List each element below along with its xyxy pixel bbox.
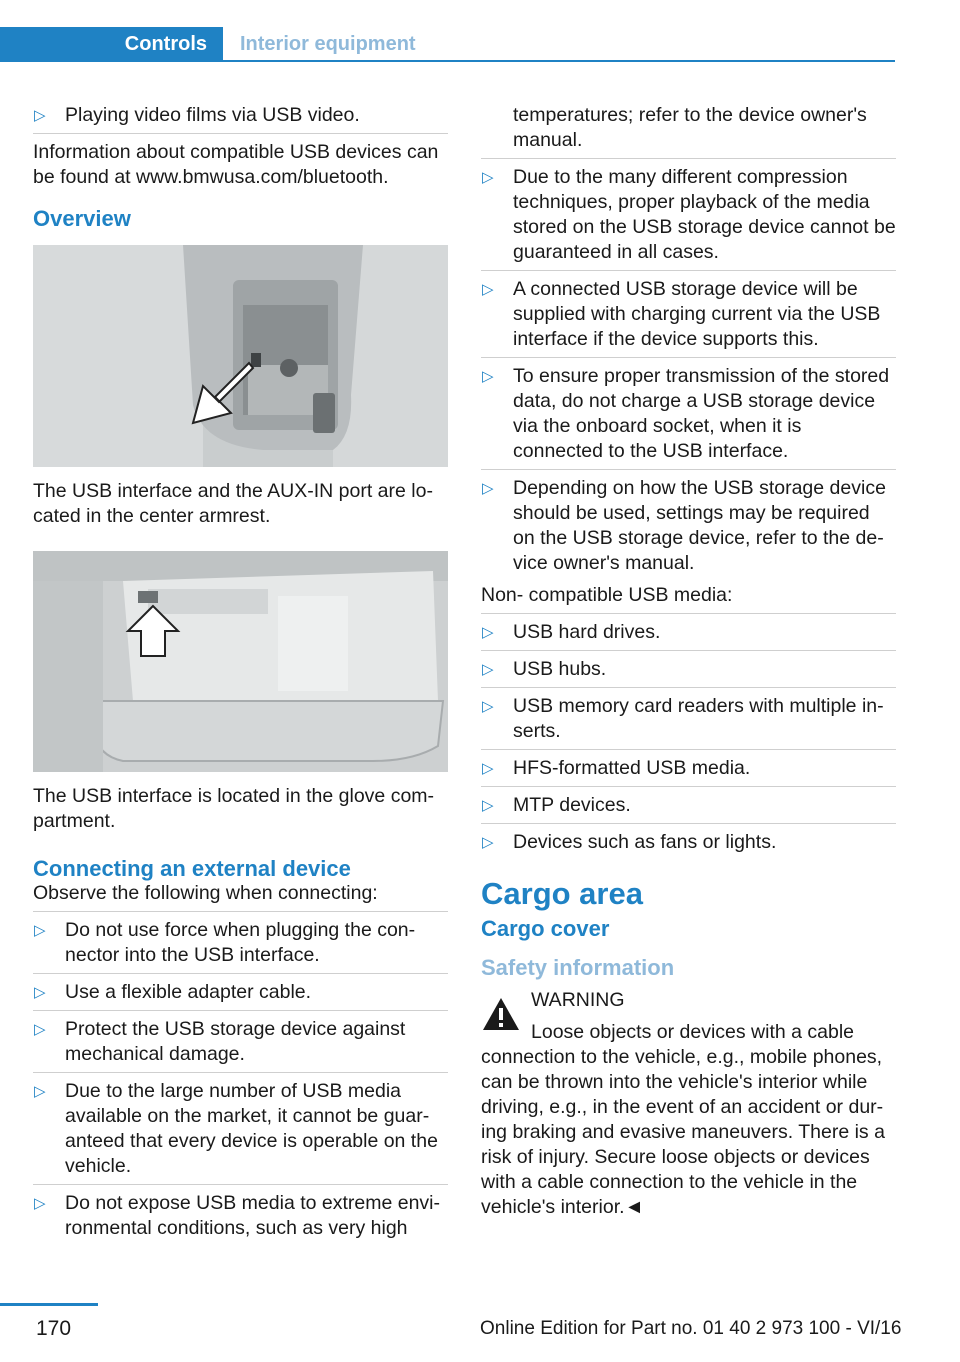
warning-text: Loose objects or devices with a cable connection to the vehicle, e.g., mobile phones, can be thrown into the vehicle's interior while driving, e.g., in the event of an accident or dur- ing braking and evasive maneuvers. There is a risk of injury. Secure loose objects or devices with a cable connection to the vehicle in the vehicle's interior.◄ (481, 1021, 885, 1218)
triangle-right-icon: ▷ (482, 698, 494, 715)
list-item: ▷ Depending on how the USB storage device should be used, settings may be required on the USB storage device, refer to the de- vice owner's manual. (482, 477, 886, 574)
list-item: ▷ HFS-formatted USB media. (482, 757, 751, 779)
overview-heading: Overview (33, 206, 131, 231)
triangle-right-icon: ▷ (482, 797, 494, 814)
list-item: ▷ To ensure proper transmission of the stored data, do not charge a USB storage device via the onboard socket, when it is connected to the USB interface. (482, 365, 890, 462)
divider (33, 1072, 448, 1073)
warning-title: WARNING (531, 989, 625, 1011)
info-text: Information about compatible USB devices can be found at www.bmwusa.com/bluetooth. (33, 141, 439, 188)
list-item: ▷ USB hubs. (482, 658, 607, 680)
glove-compartment-photo (33, 551, 448, 772)
triangle-right-icon: ▷ (482, 281, 494, 298)
list-item: ▷ Due to the many different compression techniques, proper playback of the media stored on the USB storage device cannot be guaranteed in all cases. (482, 166, 896, 263)
triangle-right-icon: ▷ (482, 624, 494, 641)
list-item: ▷ Do not expose USB media to extreme envi- ronmental conditions, such as very high (34, 1192, 441, 1239)
header-rule (0, 60, 895, 62)
triangle-right-icon: ▷ (34, 1083, 46, 1100)
edition-footer: Online Edition for Part no. 01 40 2 973 100 - VI/16 (480, 1318, 902, 1339)
triangle-right-icon: ▷ (482, 760, 494, 777)
triangle-right-icon: ▷ (482, 834, 494, 851)
divider (481, 749, 896, 750)
connect-intro: Observe the following when connecting: (33, 882, 378, 904)
list-item: ▷ USB hard drives. (482, 621, 661, 643)
list-item: ▷ Do not use force when plugging the con- nector into the USB interface. (34, 919, 416, 966)
list-item: ▷ Protect the USB storage device against mechanical damage. (34, 1018, 406, 1065)
list-item: ▷ Playing video films via USB video. (34, 104, 360, 126)
noncompat-intro: Non- compatible USB media: (481, 584, 733, 606)
divider (481, 613, 896, 614)
divider (481, 357, 896, 358)
warning-block (481, 988, 896, 1220)
divider (481, 687, 896, 688)
right-column (481, 103, 896, 1227)
triangle-right-icon: ▷ (34, 922, 46, 939)
divider (481, 270, 896, 271)
list-item: ▷ USB memory card readers with multiple in- serts. (482, 695, 884, 742)
list-item: ▷ Use a flexible adapter cable. (34, 981, 312, 1003)
list-item: ▷ A connected USB storage device will be supplied with charging current via the USB interface if the device supports this. (482, 278, 881, 350)
page-number: 170 (36, 1317, 72, 1340)
divider (33, 1010, 448, 1011)
left-column (33, 103, 448, 1248)
divider (33, 1184, 448, 1185)
continued-text: temperatures; refer to the device owner's manual. (513, 104, 867, 151)
center-armrest-photo (33, 245, 448, 467)
list-item: ▷ MTP devices. (482, 794, 631, 816)
triangle-right-icon: ▷ (34, 1195, 46, 1212)
warning-triangle-icon (481, 996, 521, 1032)
header-subsection: Interior equipment (240, 33, 416, 55)
divider (481, 158, 896, 159)
connect-heading: Connecting an external device (33, 856, 351, 881)
cargo-cover-heading: Cargo cover (481, 916, 610, 941)
divider (33, 911, 448, 912)
triangle-right-icon: ▷ (482, 661, 494, 678)
divider (481, 650, 896, 651)
divider (33, 973, 448, 974)
cargo-area-heading: Cargo area (481, 876, 643, 911)
triangle-right-icon: ▷ (34, 107, 46, 124)
header-section-tab: Controls (0, 27, 223, 62)
caption-armrest: The USB interface and the AUX-IN port are lo- cated in the center armrest. (33, 480, 433, 527)
footer-rule (0, 1303, 98, 1306)
triangle-right-icon: ▷ (482, 368, 494, 385)
divider (481, 786, 896, 787)
triangle-right-icon: ▷ (482, 169, 494, 186)
list-item: ▷ Due to the large number of USB media available on the market, it cannot be guar- anteed that every device is operable on the vehicle. (34, 1080, 438, 1177)
triangle-right-icon: ▷ (34, 984, 46, 1001)
caption-glove: The USB interface is located in the glove com- partment. (33, 785, 435, 832)
divider (481, 823, 896, 824)
divider (33, 133, 448, 134)
list-item: ▷ Devices such as fans or lights. (482, 831, 777, 853)
divider (481, 469, 896, 470)
triangle-right-icon: ▷ (482, 480, 494, 497)
safety-info-heading: Safety information (481, 955, 675, 980)
triangle-right-icon: ▷ (34, 1021, 46, 1038)
